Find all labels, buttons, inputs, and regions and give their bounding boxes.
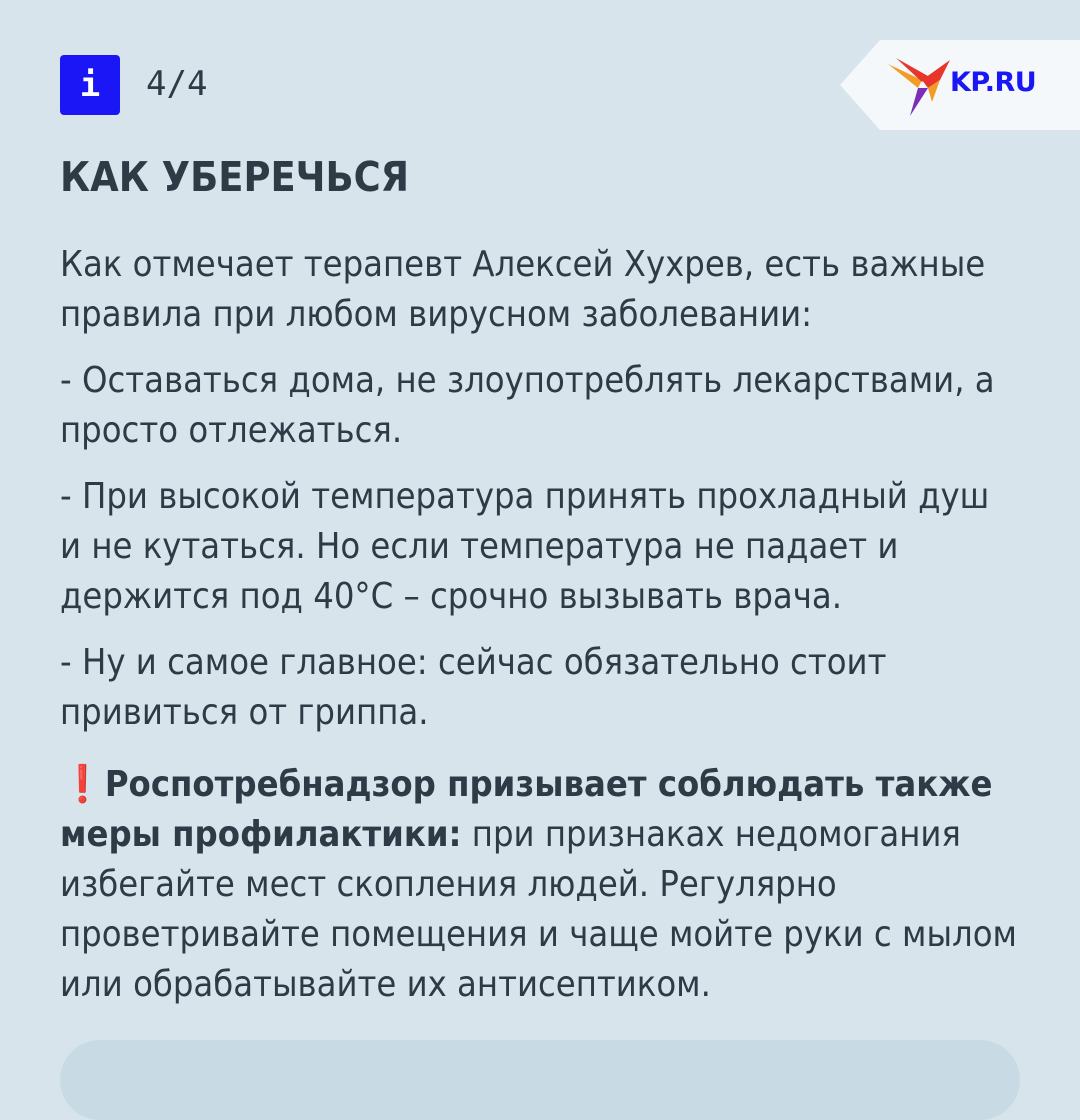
exclamation-icon: ❗: [60, 764, 105, 805]
swallow-icon: [888, 58, 950, 116]
warning-text: при признаках недомогания избегайте мест скопления людей. Регулярно проветривайте помещения и чаще мойте руки с мылом или обрабатывайте их антисептиком.: [60, 814, 1017, 1005]
kp-logo: [840, 40, 1080, 130]
warning-lead: Роспотребнадзор призывает соблюдать также меры профилактики:: [60, 764, 993, 855]
info-glyph: i: [79, 65, 101, 105]
bottom-panel: [60, 1040, 1020, 1120]
paragraph-rule-1: - Оставаться дома, не злоупотреблять лекарствами, а просто отлежаться.: [60, 360, 995, 451]
info-icon: [60, 55, 120, 115]
paragraph-intro: Как отмечает терапевт Алексей Хухрев, есть важные правила при любом вирусном заболевании:: [60, 244, 986, 335]
slide-counter: 4/4: [146, 64, 208, 104]
warning-paragraph: [60, 760, 1020, 1010]
logo-text: KP.RU: [950, 67, 1037, 98]
page-title: КАК УБЕРЕЧЬСЯ: [60, 153, 410, 201]
paragraph-rule-3: - Ну и самое главное: сейчас обязательно стоит привиться от гриппа.: [60, 642, 887, 733]
article-body: [60, 240, 1020, 1026]
paragraph-rule-2: - При высокой температура принять прохладный душ и не кутаться. Но если температура не падает и держится под 40°С – срочно вызывать врача.: [60, 476, 990, 617]
